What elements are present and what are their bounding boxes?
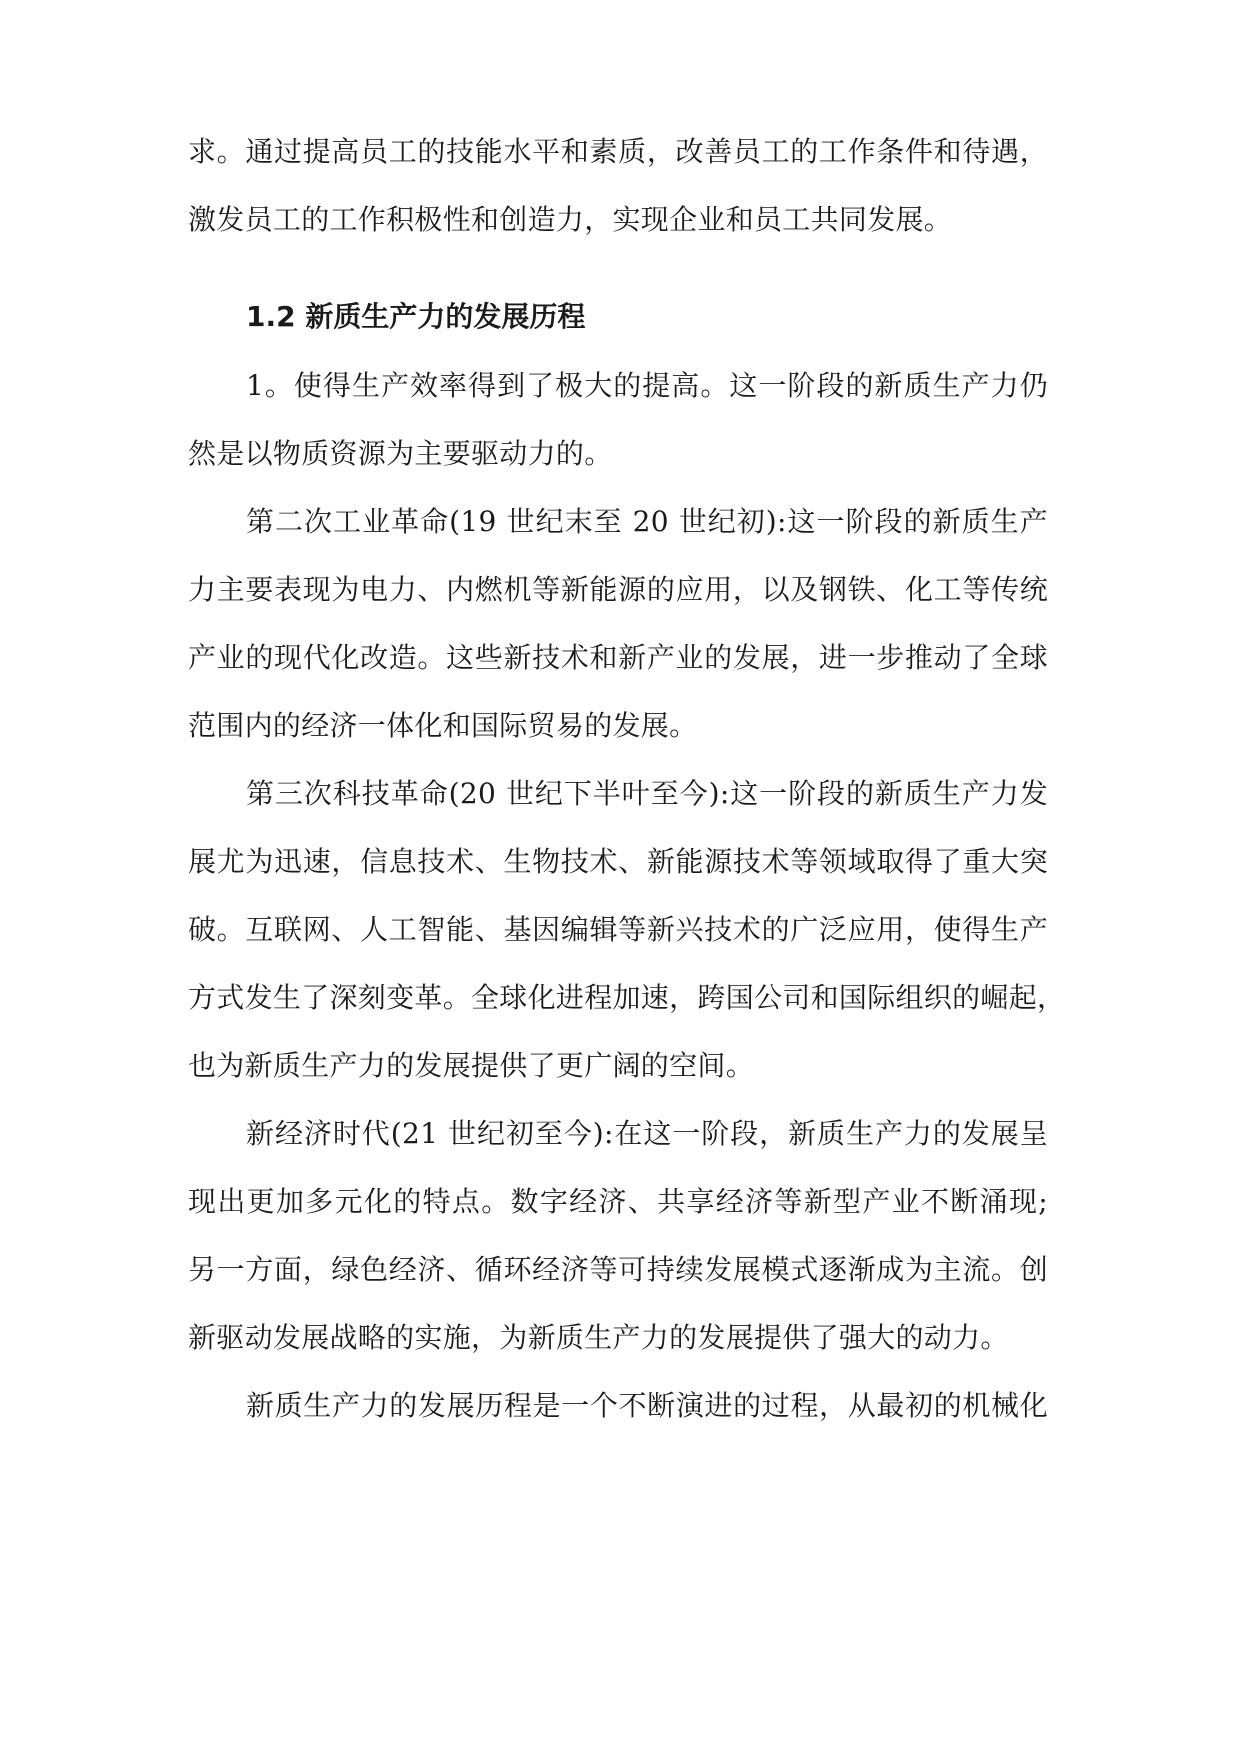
paragraph-line: 力主要表现为电力、内燃机等新能源的应用，以及钢铁、化工等传统: [188, 573, 1048, 606]
paragraph-line: 求。通过提高员工的技能水平和素质，改善员工的工作条件和待遇，: [188, 135, 1048, 168]
paragraph-line: 现出更加多元化的特点。数字经济、共享经济等新型产业不断涌现;: [188, 1185, 1048, 1218]
paragraph-line: 新质生产力的发展历程是一个不断演进的过程，从最初的机械化: [246, 1389, 1048, 1422]
paragraph-line: 范围内的经济一体化和国际贸易的发展。: [188, 709, 698, 742]
paragraph-line: 产业的现代化改造。这些新技术和新产业的发展，进一步推动了全球: [188, 641, 1048, 674]
paragraph-line: 新驱动发展战略的实施，为新质生产力的发展提供了强大的动力。: [188, 1321, 1009, 1354]
section-heading: 1.2 新质生产力的发展历程: [246, 300, 586, 333]
paragraph-line: 展尤为迅速，信息技术、生物技术、新能源技术等领域取得了重大突: [188, 845, 1048, 878]
paragraph-line: 方式发生了深刻变革。全球化进程加速，跨国公司和国际组织的崛起，: [188, 981, 1066, 1014]
paragraph-line: 然是以物质资源为主要驱动力的。: [188, 437, 613, 470]
paragraph-line: 另一方面，绿色经济、循环经济等可持续发展模式逐渐成为主流。创: [188, 1253, 1048, 1286]
paragraph-line: 破。互联网、人工智能、基因编辑等新兴技术的广泛应用，使得生产: [188, 913, 1048, 946]
paragraph-line: 1。使得生产效率得到了极大的提高。这一阶段的新质生产力仍: [246, 369, 1048, 402]
paragraph-line: 激发员工的工作积极性和创造力，实现企业和员工共同发展。: [188, 203, 953, 236]
paragraph-line: 新经济时代(21 世纪初至今):在这一阶段，新质生产力的发展呈: [246, 1117, 1048, 1150]
paragraph-line: 第三次科技革命(20 世纪下半叶至今):这一阶段的新质生产力发: [246, 777, 1048, 810]
paragraph-line: 第二次工业革命(19 世纪末至 20 世纪初):这一阶段的新质生产: [246, 505, 1048, 538]
paragraph-line: 也为新质生产力的发展提供了更广阔的空间。: [188, 1049, 755, 1082]
